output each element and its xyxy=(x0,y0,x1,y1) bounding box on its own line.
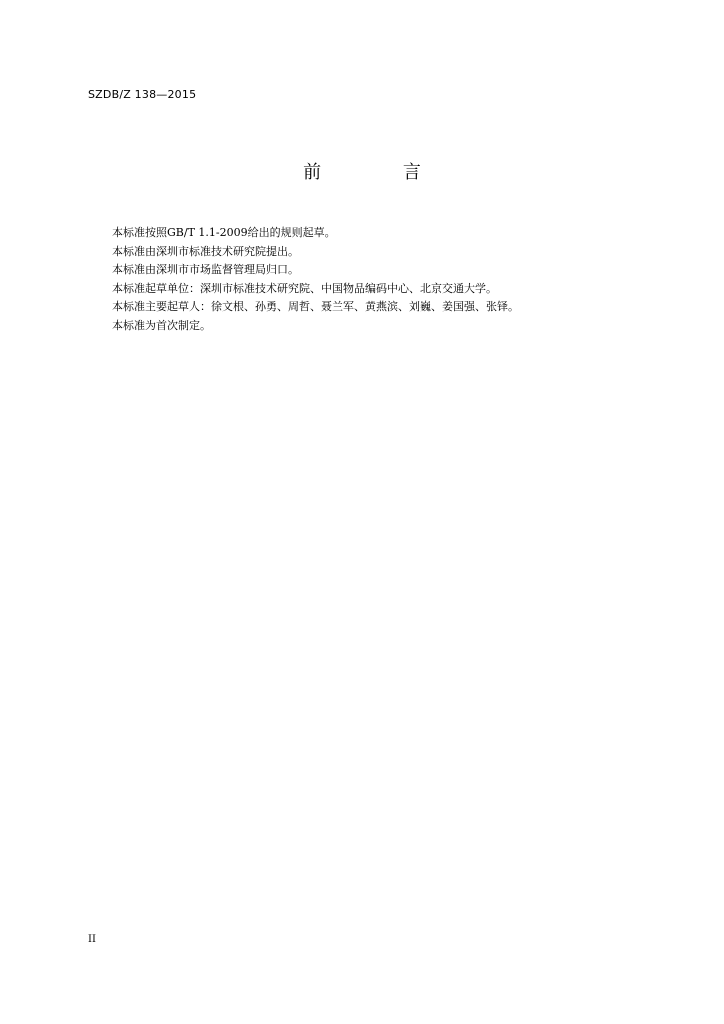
preface-line: 本标准由深圳市标准技术研究院提出。 xyxy=(112,244,299,258)
preface-line: 本标准起草单位：深圳市标准技术研究院、中国物品编码中心、北京交通大学。 xyxy=(112,281,497,295)
page-number: II xyxy=(88,934,96,945)
preface-line: 本标准为首次制定。 xyxy=(112,318,211,332)
preface-line: 本标准由深圳市市场监督管理局归口。 xyxy=(112,263,299,276)
preface-line: 本标准主要起草人：徐文根、孙勇、周哲、聂兰军、黄燕滨、刘巍、姜国强、张铎。 xyxy=(112,300,519,313)
preface-line: 本标准按照GB/T 1.1-2009给出的规则起草。 xyxy=(112,226,336,239)
preface-body xyxy=(112,224,672,335)
section-title: 前 言 xyxy=(303,162,459,183)
document-code: SZDB/Z 138—2015 xyxy=(88,88,197,101)
